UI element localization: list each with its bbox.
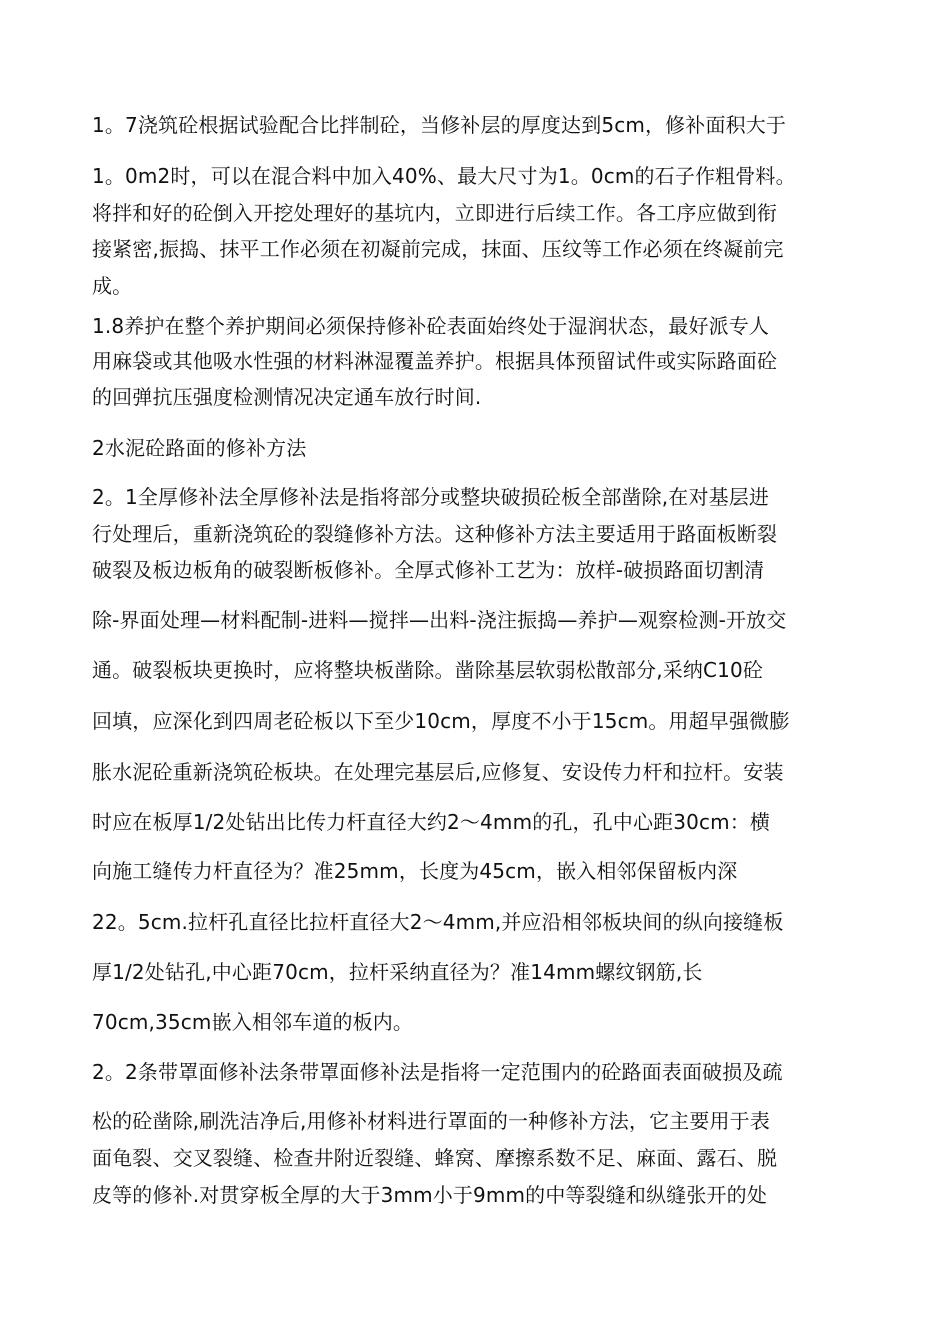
text-line: 22。5cm.拉杆孔直径比拉杆直径大2～4mm,并应沿相邻板块间的纵向接缝板 (92, 910, 784, 934)
text-line: 行处理后，重新浇筑砼的裂缝修补方法。这种修补方法主要适用于路面板断裂 (92, 522, 778, 546)
text-line: 回填，应深化到四周老砼板以下至少10cm，厚度不小于15cm。用超早强微膨 (92, 709, 790, 733)
text-line: 2。2条带罩面修补法条带罩面修补法是指将一定范围内的砼路面表面破损及疏 (92, 1060, 783, 1084)
text-line: 面龟裂、交叉裂缝、检查井附近裂缝、蜂窝、摩擦系数不足、麻面、露石、脱 (92, 1146, 778, 1170)
text-line: 松的砼凿除,刷洗洁净后,用修补材料进行罩面的一种修补方法，它主要用于表 (92, 1109, 770, 1133)
text-line: 用麻袋或其他吸水性强的材料淋湿覆盖养护。根据具体预留试件或实际路面砼 (92, 349, 778, 373)
text-line: 接紧密,振捣、抹平工作必须在初凝前完成，抹面、压纹等工作必须在终凝前完 (92, 237, 784, 261)
text-line: 1.8养护在整个养护期间必须保持修补砼表面始终处于湿润状态，最好派专人 (92, 314, 770, 338)
text-line: 除-界面处理—材料配制-进料—搅拌—出料-浇注振捣—养护—观察检测-开放交 (92, 608, 787, 632)
text-line: 1。0m2时，可以在混合料中加入40%、最大尺寸为1。0cm的石子作粗骨料。 (92, 164, 796, 188)
text-line: 70cm,35cm嵌入相邻车道的板内。 (92, 1010, 414, 1034)
text-line: 胀水泥砼重新浇筑砼板块。在处理完基层后,应修复、安设传力杆和拉杆。安装 (92, 760, 784, 784)
text-line: 的回弹抗压强度检测情况决定通车放行时间. (92, 385, 482, 409)
text-line: 通。破裂板块更换时，应将整块板凿除。凿除基层软弱松散部分,采纳C10砼 (92, 658, 764, 682)
text-line: 成。 (92, 274, 133, 298)
text-line: 向施工缝传力杆直径为？准25mm，长度为45cm，嵌入相邻保留板内深 (92, 859, 738, 883)
section-heading: 2水泥砼路面的修补方法 (92, 436, 307, 460)
text-line: 皮等的修补.对贯穿板全厚的大于3mm小于9mm的中等裂缝和纵缝张开的处 (92, 1183, 767, 1207)
text-line: 将拌和好的砼倒入开挖处理好的基坑内，立即进行后续工作。各工序应做到衔 (92, 201, 778, 225)
text-line: 厚1/2处钻孔,中心距70cm，拉杆采纳直径为？准14mm螺纹钢筋,长 (92, 960, 703, 984)
text-line: 1。7浇筑砼根据试验配合比拌制砼，当修补层的厚度达到5cm，修补面积大于 (92, 113, 787, 137)
text-line: 时应在板厚1/2处钻出比传力杆直径大约2～4mm的孔，孔中心距30cm：横 (92, 810, 771, 834)
text-line: 破裂及板边板角的破裂断板修补。全厚式修补工艺为：放样-破损路面切割清 (92, 558, 765, 582)
text-line: 2。1全厚修补法全厚修补法是指将部分或整块破损砼板全部凿除,在对基层进 (92, 485, 770, 509)
